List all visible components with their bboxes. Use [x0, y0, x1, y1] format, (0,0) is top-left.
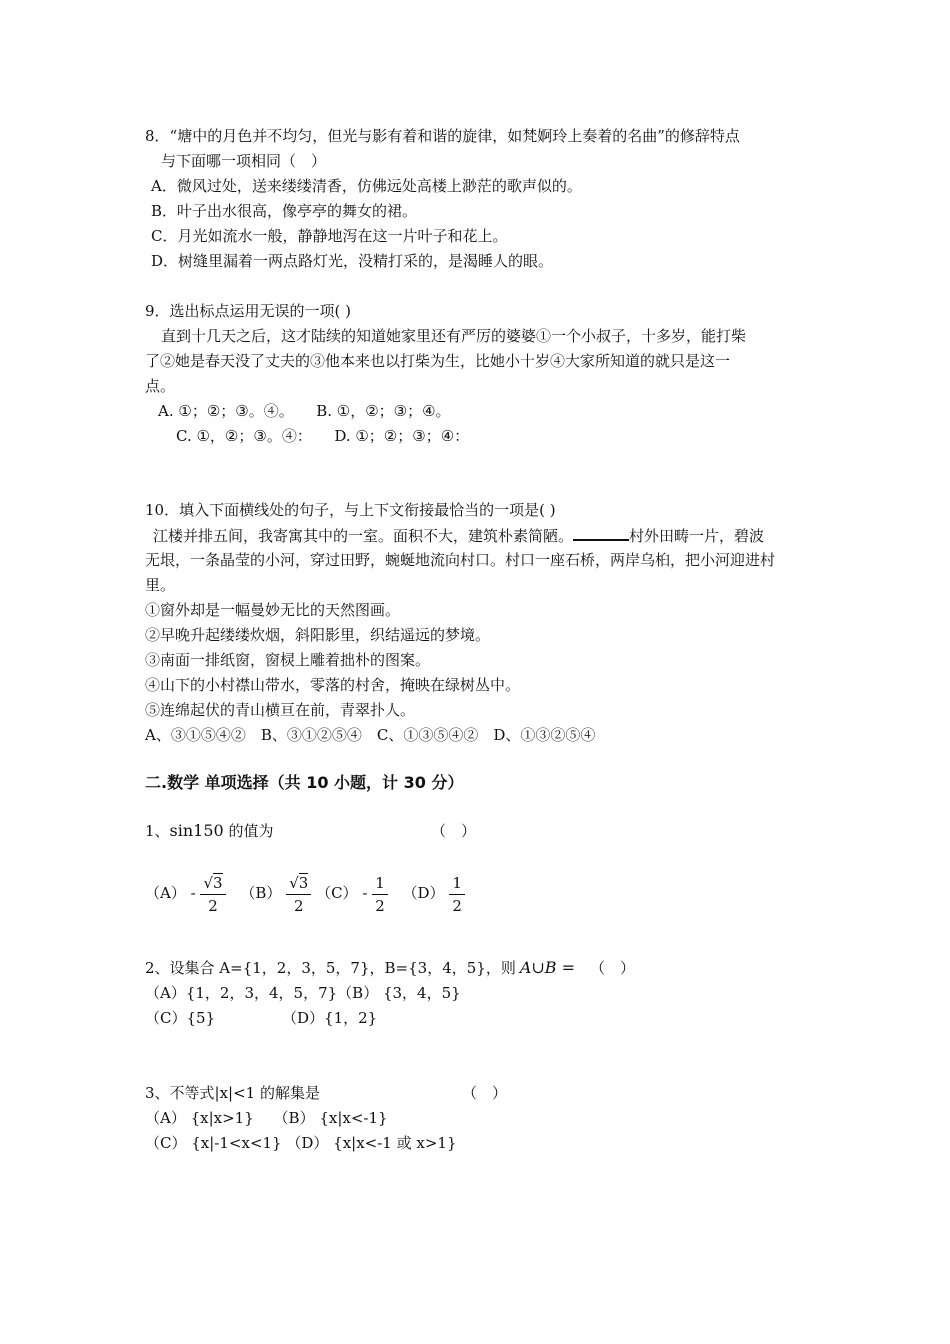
- math-q3-answer-paren: （ ）: [462, 1084, 508, 1102]
- math-q2-option-d: （D）{1，2}: [282, 1009, 378, 1027]
- math-q2-answer-paren: （ ）: [590, 959, 636, 977]
- math-q3-options-row2: （C） {x|-1<x<1} （D） {x|x<-1 或 x>1}: [145, 1134, 457, 1152]
- math-q1-option-b-label: （B）: [240, 884, 282, 902]
- math-q1-option-b-fraction: $\frac{√3}{2}$: [286, 872, 311, 917]
- math-q3-stem: 3、不等式|x|<1 的解集是: [145, 1084, 320, 1102]
- q10-item-3: ③南面一排纸窗，窗棂上雕着拙朴的图案。: [145, 651, 431, 669]
- q8-option-c: C．月光如流水一般，静静地泻在这一片叶子和花上。: [151, 227, 508, 245]
- math-q1-option-a-label: （A）: [145, 884, 186, 902]
- math-q1-expression: sin150: [169, 821, 224, 840]
- math-q1-options: [145, 869, 465, 919]
- math-q1-option-a-sign: -: [190, 884, 196, 902]
- q9-options-row2: C. ①，②；③。④： D. ①；②；③；④：: [176, 427, 470, 445]
- q10-item-4: ④山下的小村襟山带水，零落的村舍，掩映在绿树丛中。: [145, 676, 521, 694]
- math-q2-option-c: （C）{5}: [145, 1009, 216, 1027]
- q10-item-5: ⑤连绵起伏的青山横亘在前，青翠扑人。: [145, 701, 416, 719]
- math-q1-option-a-fraction: $\frac{√3}{2}$: [200, 872, 225, 917]
- q10-passage-line1: [153, 525, 764, 546]
- math-q1-option-c-fraction: $\frac{1}{2}$: [372, 872, 388, 917]
- q10-answers: A、③①⑤④② B、③①②⑤④ C、①③⑤④② D、①③②⑤④: [145, 726, 596, 744]
- q10-passage-line2: 无垠，一条晶莹的小河，穿过田野，蜿蜒地流向村口。村口一座石桥，两岸乌桕，把小河迎进村: [145, 551, 776, 569]
- q8-option-b: B．叶子出水很高，像亭亭的舞女的裙。: [151, 202, 418, 220]
- math-q1-suffix: 的值为: [223, 822, 274, 840]
- math-q2-stem-text: 2、设集合 A={1，2，3，5，7}，B={3，4，5}，则: [145, 959, 516, 977]
- math-q2-stem: [145, 958, 575, 978]
- sqrt-icon: √3: [289, 873, 309, 892]
- math-q1-answer-paren: （ ）: [431, 822, 477, 840]
- math-q2-options-row1: （A）{1，2，3，4，5，7}（B） {3，4，5}: [145, 984, 461, 1002]
- fill-in-blank: [573, 525, 629, 541]
- q8-stem-line1: 8．“塘中的月色并不均匀，但光与影有着和谐的旋律，如梵婀玲上奏着的名曲”的修辞特点: [145, 127, 740, 145]
- q9-passage-line3: 点。: [145, 377, 176, 395]
- q10-passage-part1: 江楼并排五间，我寄寓其中的一室。面积不大，建筑朴素简陋。: [153, 527, 574, 545]
- q10-item-2: ②早晚升起缕缕炊烟，斜阳影里，织结遥远的梦境。: [145, 626, 491, 644]
- math-q3-options-row1: （A） {x|x>1} （B） {x|x<-1}: [145, 1109, 388, 1127]
- q10-title: 10．填入下面横线处的句子，与上下文衔接最恰当的一项是( ): [145, 501, 556, 519]
- q9-passage-line2: 了②她是春天没了丈夫的③他本来也以打柴为生，比她小十岁④大家所知道的就只是这一: [145, 352, 731, 370]
- q9-options-row1: A. ①；②；③。④。 B. ①，②；③；④。: [158, 402, 451, 420]
- q10-passage-part2: 村外田畴一片，碧波: [629, 527, 765, 545]
- math-section-title: 二.数学 单项选择（共 10 小题，计 30 分）: [145, 773, 464, 792]
- q8-option-d: D．树缝里漏着一两点路灯光，没精打采的，是渴睡人的眼。: [151, 252, 554, 270]
- q9-passage-line1: 直到十几天之后，这才陆续的知道她家里还有严厉的婆婆①一个小叔子，十多岁，能打柴: [161, 327, 747, 345]
- math-q1-option-c-label: （C）: [316, 884, 358, 902]
- q9-title: 9．选出标点运用无误的一项( ): [145, 302, 352, 320]
- q10-item-1: ①窗外却是一幅曼妙无比的天然图画。: [145, 601, 401, 619]
- q8-option-a: A．微风过处，送来缕缕清香，仿佛远处高楼上渺茫的歌声似的。: [151, 177, 582, 195]
- math-q1-option-d-label: （D）: [402, 884, 445, 902]
- math-q1-option-d-fraction: $\frac{1}{2}$: [449, 872, 465, 917]
- sqrt-icon: √3: [203, 873, 223, 892]
- math-q1-option-c-sign: -: [362, 884, 368, 902]
- q8-stem-line2: 与下面哪一项相同（ ）: [161, 152, 327, 170]
- math-q1-stem: [145, 821, 274, 841]
- math-q2-expression: A∪B =: [519, 958, 576, 977]
- q10-passage-line3: 里。: [145, 576, 176, 594]
- math-q1-prefix: 1、: [145, 822, 170, 840]
